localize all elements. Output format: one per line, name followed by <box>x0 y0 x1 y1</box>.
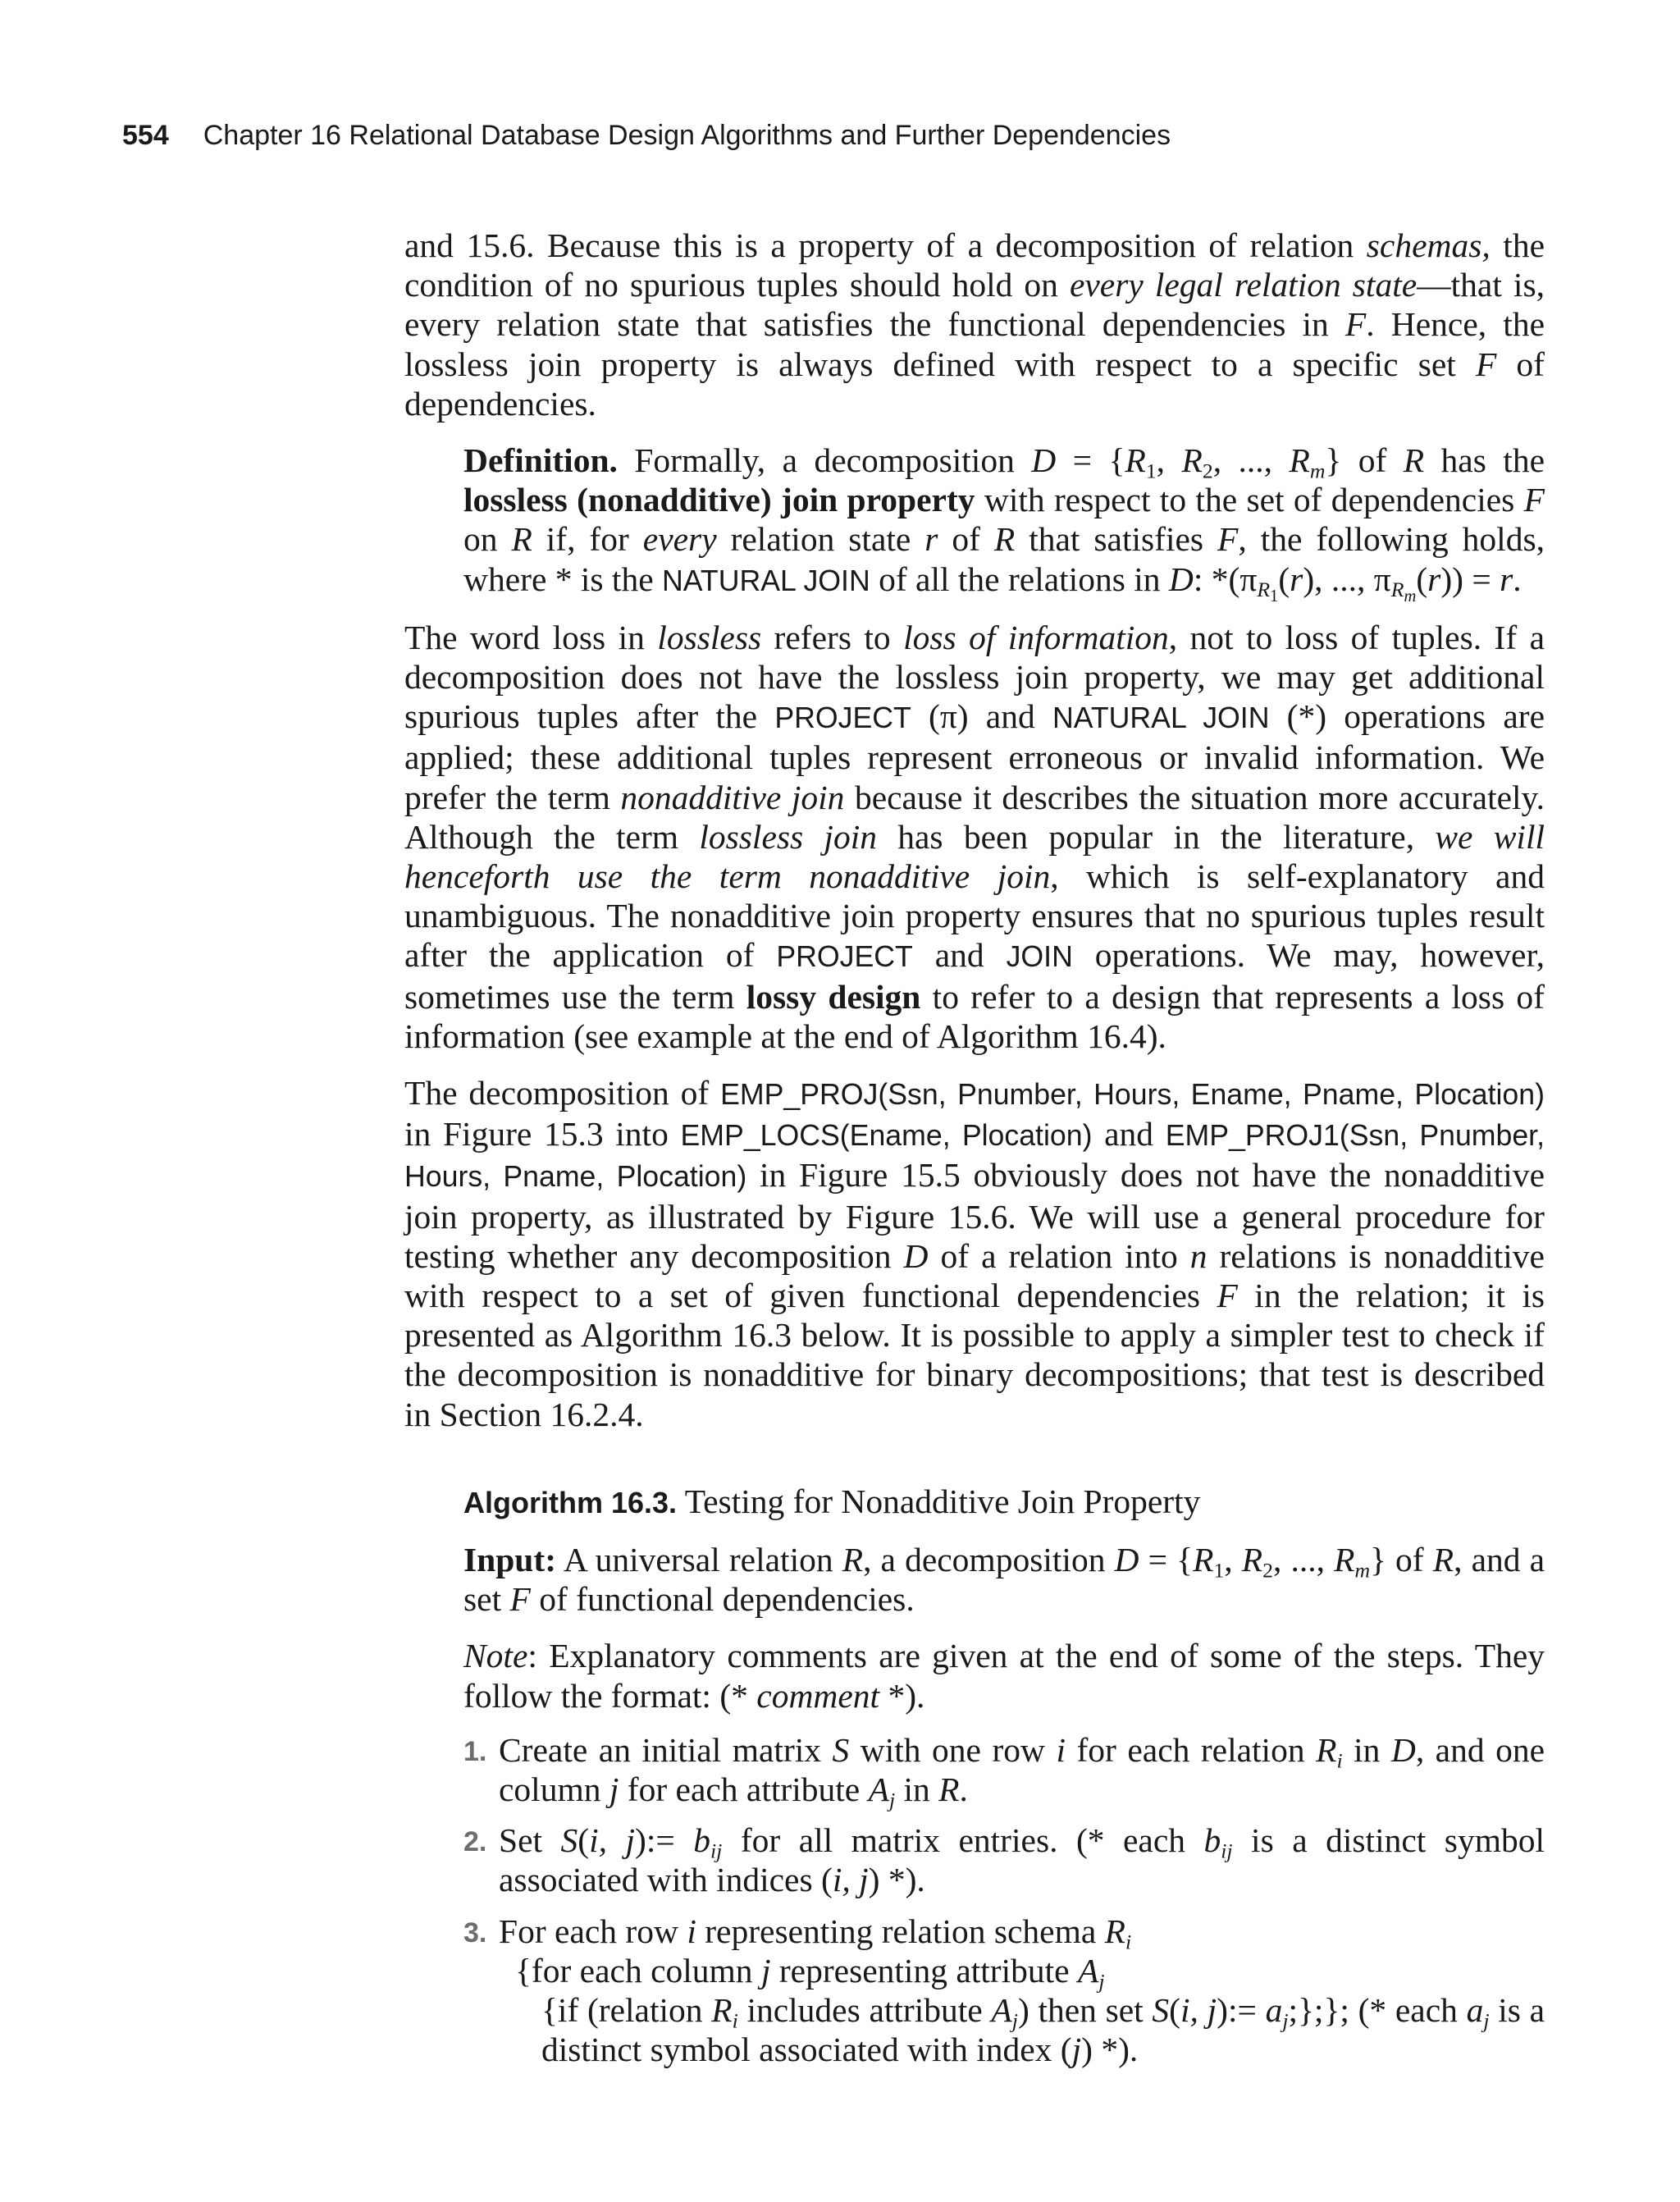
algorithm-step <box>463 1912 1545 2070</box>
algorithm-input: Input: A universal relation R, a decomposition $D = \{R_1$, $R_2$, ..., $R_m$} of R, and a set F of functional dependencies. <box>463 1540 1545 1619</box>
paragraph-lossless-meaning: The word loss in lossless refers to loss of information, not to loss of tuples. If a decomposition does not have the lossless join property, we may get additional spurious tuples after the PROJECT (π) and NATURAL JOIN (*) operations are applied; these additional tuples represent erroneous or invalid information. We prefer the term nonadditive join because it describes the situation more accurately. Although the term lossless join has been popular in the literature, we will henceforth use the term nonadditive join, which is self-explanatory and unambiguous. The nonadditive join property ensures that no spurious tuples result after the application of PROJECT and JOIN operations. We may, however, sometimes use the term lossy design to refer to a design that represents a loss of information (see example at the end of Algorithm 16.4). <box>404 618 1545 1055</box>
algorithm-note: Note: Explanatory comments are given at the end of some of the steps. They follow the format: (* comment *). <box>463 1637 1545 1715</box>
algorithm-step: 2. Set S(i, j):= $b_{ij}$ for all matrix entries. (* each $b_{ij}$ is a distinct symbol associated with indices (i, j) *). <box>463 1821 1545 1899</box>
paragraph-lossless-intro: and 15.6. Because this is a property of a decomposition of relation schemas, the condition of no spurious tuples should hold on every legal relation state—that is, every relation state that satisfies the functional dependencies in F. Hence, the lossless join property is always defined with respect to a specific set F of dependencies. <box>404 226 1545 423</box>
definition-block: Definition. Formally, a decomposition $D = \{R_1$, $R_2$, ..., $R_m$} of R has the lossless (nonadditive) join property with respect to the set of dependencies F on R if, for every relation state r of R that satisfies F, the following holds, where * is the NATURAL JOIN of all the relations in D: $*(\pi_{R_1}(r)$, ..., $\pi_{R_m}(r)) = r$. <box>463 441 1545 606</box>
step3-line2: {for each column j representing attribute $A_j$ <box>515 1951 1105 1994</box>
definition-label: Definition. <box>463 441 618 480</box>
algorithm-step: 1. Create an initial matrix S with one row i for each relation $R_i$ in D, and one column j for each attribute $A_j$ in R. <box>463 1730 1545 1812</box>
page-body <box>404 226 1545 2081</box>
step-number: 2. <box>463 1826 487 1858</box>
step-number: 1. <box>463 1735 487 1767</box>
step3-line3: {if (relation $R_i$ includes attribute $A_j$) then set S(i, j):= $a_j$;};}; (* each $a_j$ is a distinct symbol associated with index (j) *). <box>541 1990 1545 2069</box>
step-number: 3. <box>463 1916 487 1948</box>
running-title: Chapter 16 Relational Database Design Algorithms and Further Dependencies <box>203 120 1171 151</box>
page-number: 554 <box>122 120 169 151</box>
running-header <box>122 120 1171 152</box>
step3-line1: For each row i representing relation schema $R_i$ <box>499 1912 1132 1954</box>
paragraph-emp-proj-example: The decomposition of EMP_PROJ(Ssn, Pnumber, Hours, Ename, Pname, Plocation) in Figure 15.3 into EMP_LOCS(Ename, Plocation) and EMP_PROJ1(Ssn, Pnumber, Hours, Pname, Plocation) in Figure 15.5 obviously does not have the nonadditive join property, as illustrated by Figure 15.6. We will use a general procedure for testing whether any decomposition D of a relation into n relations is nonadditive with respect to a set of given functional dependencies F in the relation; it is presented as Algorithm 16.3 below. It is possible to apply a simpler test to check if the decomposition is nonadditive for binary decompositions; that test is described in Section 16.2.4. <box>404 1074 1545 1433</box>
algorithm-body <box>463 1540 1545 1715</box>
algorithm-steps <box>463 1730 1545 2070</box>
algorithm-label: Algorithm 16.3. <box>463 1485 678 1519</box>
algorithm-title: Algorithm 16.3. Testing for Nonadditive Join Property <box>463 1482 1201 1520</box>
